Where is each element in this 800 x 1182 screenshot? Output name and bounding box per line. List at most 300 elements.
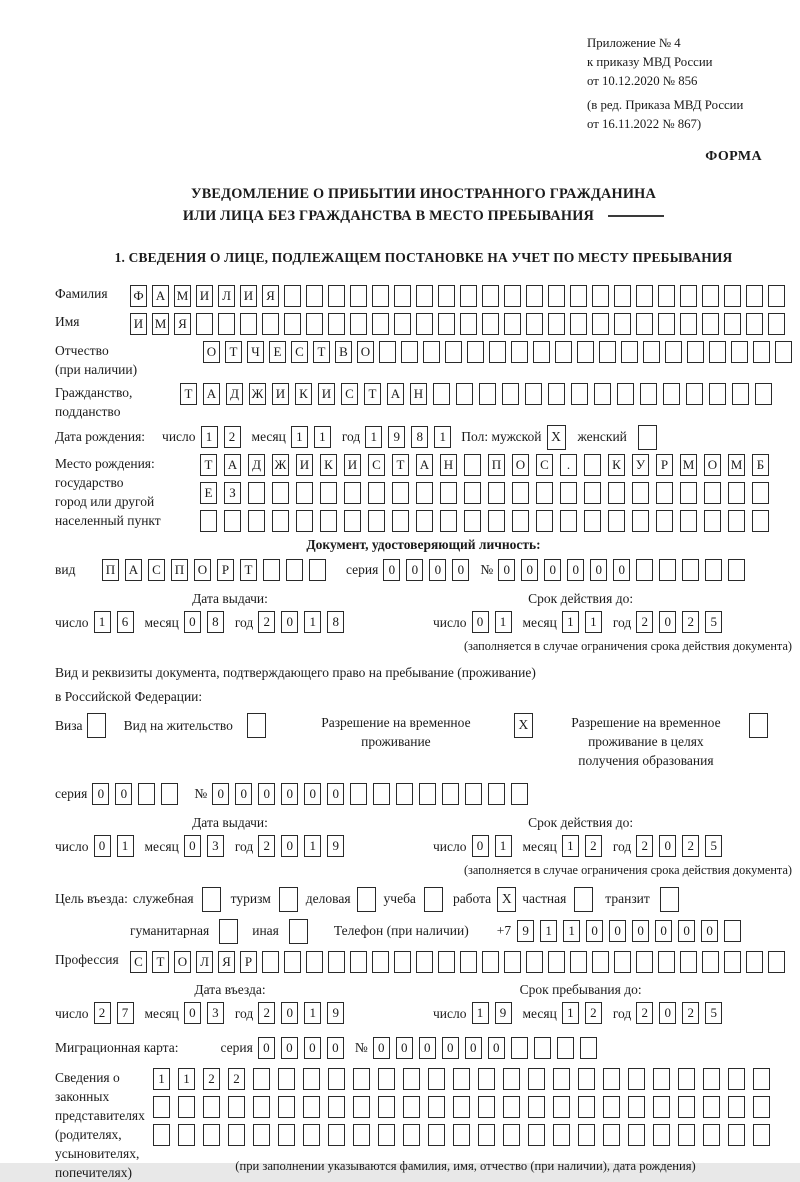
grid-cell[interactable] xyxy=(200,510,217,532)
grid-cell[interactable] xyxy=(746,313,763,335)
grid-cell[interactable] xyxy=(548,285,565,307)
grid-cell[interactable] xyxy=(753,1068,770,1090)
grid-cell[interactable] xyxy=(592,951,609,973)
grid-cell[interactable] xyxy=(482,951,499,973)
grid-cell[interactable]: 3 xyxy=(207,835,224,857)
grid-cell[interactable]: 1 xyxy=(562,835,579,857)
grid-cell[interactable] xyxy=(768,285,785,307)
grid-cell[interactable]: А xyxy=(203,383,220,405)
grid-cell[interactable]: 0 xyxy=(304,1037,321,1059)
grid-cell[interactable]: 9 xyxy=(517,920,534,942)
grid-cell[interactable] xyxy=(303,1068,320,1090)
grid-cell[interactable] xyxy=(262,951,279,973)
grid-cell[interactable]: Т xyxy=(392,454,409,476)
grid-cell[interactable] xyxy=(511,783,528,805)
grid-cell[interactable] xyxy=(570,285,587,307)
grid-cell[interactable] xyxy=(228,1124,245,1146)
grid-cell[interactable] xyxy=(328,285,345,307)
grid-cell[interactable] xyxy=(653,1096,670,1118)
grid-cell[interactable] xyxy=(680,951,697,973)
grid-cell[interactable] xyxy=(416,510,433,532)
grid-cell[interactable]: 0 xyxy=(115,783,132,805)
grid-cell[interactable] xyxy=(178,1096,195,1118)
grid-cell[interactable]: М xyxy=(728,454,745,476)
grid-cell[interactable] xyxy=(560,510,577,532)
grid-cell[interactable] xyxy=(460,313,477,335)
grid-cell[interactable] xyxy=(703,1124,720,1146)
grid-cell[interactable] xyxy=(728,559,745,581)
grid-cell[interactable]: С xyxy=(291,341,308,363)
grid-cell[interactable] xyxy=(709,341,726,363)
grid-cell[interactable] xyxy=(632,482,649,504)
grid-cell[interactable] xyxy=(682,559,699,581)
grid-cell[interactable]: 2 xyxy=(258,1002,275,1024)
grid-cell[interactable] xyxy=(178,1124,195,1146)
grid-cell[interactable]: 0 xyxy=(304,783,321,805)
grid-cell[interactable] xyxy=(478,1068,495,1090)
sex-female-checkbox[interactable] xyxy=(638,425,657,450)
grid-cell[interactable] xyxy=(379,341,396,363)
grid-cell[interactable]: Ж xyxy=(272,454,289,476)
grid-cell[interactable]: 9 xyxy=(388,426,405,448)
grid-cell[interactable]: 0 xyxy=(281,1002,298,1024)
grid-cell[interactable] xyxy=(488,510,505,532)
grid-cell[interactable]: 0 xyxy=(184,611,201,633)
grid-cell[interactable] xyxy=(350,313,367,335)
grid-cell[interactable]: И xyxy=(344,454,361,476)
grid-cell[interactable] xyxy=(306,285,323,307)
grid-cell[interactable] xyxy=(428,1068,445,1090)
grid-cell[interactable] xyxy=(344,510,361,532)
grid-cell[interactable]: Т xyxy=(364,383,381,405)
grid-cell[interactable]: 1 xyxy=(201,426,218,448)
grid-cell[interactable]: 1 xyxy=(365,426,382,448)
grid-cell[interactable] xyxy=(584,454,601,476)
grid-cell[interactable] xyxy=(656,482,673,504)
grid-cell[interactable]: 1 xyxy=(562,611,579,633)
grid-cell[interactable]: 0 xyxy=(655,920,672,942)
grid-cell[interactable]: Д xyxy=(226,383,243,405)
grid-cell[interactable] xyxy=(603,1068,620,1090)
grid-cell[interactable] xyxy=(328,313,345,335)
grid-cell[interactable]: 0 xyxy=(613,559,630,581)
grid-cell[interactable] xyxy=(617,383,634,405)
grid-cell[interactable]: 0 xyxy=(258,783,275,805)
grid-cell[interactable]: 0 xyxy=(659,1002,676,1024)
grid-cell[interactable] xyxy=(728,1096,745,1118)
purpose-commercial-checkbox[interactable] xyxy=(357,887,376,912)
grid-cell[interactable]: Н xyxy=(440,454,457,476)
sex-male-checkbox[interactable]: X xyxy=(547,425,566,450)
purpose-humanitarian-checkbox[interactable] xyxy=(219,919,238,944)
grid-cell[interactable]: И xyxy=(240,285,257,307)
grid-cell[interactable] xyxy=(614,951,631,973)
visa-checkbox[interactable] xyxy=(87,713,106,738)
grid-cell[interactable] xyxy=(344,482,361,504)
grid-cell[interactable] xyxy=(753,1096,770,1118)
grid-cell[interactable] xyxy=(768,313,785,335)
grid-cell[interactable] xyxy=(560,482,577,504)
grid-cell[interactable] xyxy=(296,482,313,504)
grid-cell[interactable]: К xyxy=(295,383,312,405)
purpose-other-checkbox[interactable] xyxy=(289,919,308,944)
grid-cell[interactable]: 0 xyxy=(281,1037,298,1059)
grid-cell[interactable]: И xyxy=(196,285,213,307)
grid-cell[interactable] xyxy=(403,1124,420,1146)
grid-cell[interactable] xyxy=(653,1124,670,1146)
grid-cell[interactable] xyxy=(401,341,418,363)
grid-cell[interactable] xyxy=(709,383,726,405)
grid-cell[interactable]: 2 xyxy=(682,1002,699,1024)
grid-cell[interactable]: Т xyxy=(313,341,330,363)
grid-cell[interactable] xyxy=(453,1096,470,1118)
grid-cell[interactable] xyxy=(775,341,792,363)
grid-cell[interactable] xyxy=(621,341,638,363)
grid-cell[interactable] xyxy=(555,341,572,363)
grid-cell[interactable]: С xyxy=(536,454,553,476)
grid-cell[interactable] xyxy=(570,951,587,973)
grid-cell[interactable] xyxy=(453,1068,470,1090)
grid-cell[interactable] xyxy=(553,1068,570,1090)
grid-cell[interactable]: И xyxy=(272,383,289,405)
grid-cell[interactable] xyxy=(663,383,680,405)
grid-cell[interactable] xyxy=(240,313,257,335)
grid-cell[interactable] xyxy=(705,559,722,581)
grid-cell[interactable]: 2 xyxy=(682,835,699,857)
grid-cell[interactable]: 1 xyxy=(304,611,321,633)
grid-cell[interactable]: Р xyxy=(656,454,673,476)
grid-cell[interactable]: 0 xyxy=(544,559,561,581)
grid-cell[interactable] xyxy=(296,510,313,532)
grid-cell[interactable] xyxy=(512,482,529,504)
grid-cell[interactable]: С xyxy=(148,559,165,581)
grid-cell[interactable] xyxy=(438,285,455,307)
grid-cell[interactable] xyxy=(440,510,457,532)
grid-cell[interactable]: . xyxy=(560,454,577,476)
grid-cell[interactable]: 0 xyxy=(701,920,718,942)
grid-cell[interactable]: 1 xyxy=(495,835,512,857)
grid-cell[interactable] xyxy=(403,1096,420,1118)
grid-cell[interactable]: 0 xyxy=(567,559,584,581)
grid-cell[interactable]: Т xyxy=(200,454,217,476)
grid-cell[interactable] xyxy=(203,1096,220,1118)
grid-cell[interactable] xyxy=(272,482,289,504)
grid-cell[interactable] xyxy=(503,1096,520,1118)
grid-cell[interactable]: 8 xyxy=(411,426,428,448)
grid-cell[interactable] xyxy=(678,1096,695,1118)
grid-cell[interactable]: С xyxy=(341,383,358,405)
grid-cell[interactable] xyxy=(636,559,653,581)
grid-cell[interactable] xyxy=(548,383,565,405)
grid-cell[interactable]: 0 xyxy=(590,559,607,581)
grid-cell[interactable]: 0 xyxy=(373,1037,390,1059)
grid-cell[interactable] xyxy=(746,285,763,307)
grid-cell[interactable]: О xyxy=(512,454,529,476)
grid-cell[interactable]: 1 xyxy=(94,611,111,633)
grid-cell[interactable] xyxy=(372,313,389,335)
grid-cell[interactable] xyxy=(608,510,625,532)
grid-cell[interactable] xyxy=(253,1124,270,1146)
grid-cell[interactable]: 9 xyxy=(495,1002,512,1024)
grid-cell[interactable] xyxy=(394,285,411,307)
grid-cell[interactable]: 1 xyxy=(153,1068,170,1090)
grid-cell[interactable]: Е xyxy=(200,482,217,504)
grid-cell[interactable] xyxy=(678,1124,695,1146)
grid-cell[interactable]: 1 xyxy=(291,426,308,448)
grid-cell[interactable] xyxy=(350,285,367,307)
grid-cell[interactable] xyxy=(396,783,413,805)
grid-cell[interactable] xyxy=(248,482,265,504)
grid-cell[interactable]: 0 xyxy=(498,559,515,581)
grid-cell[interactable] xyxy=(428,1096,445,1118)
grid-cell[interactable] xyxy=(482,313,499,335)
grid-cell[interactable]: 0 xyxy=(465,1037,482,1059)
grid-cell[interactable]: 0 xyxy=(281,611,298,633)
grid-cell[interactable]: А xyxy=(152,285,169,307)
grid-cell[interactable] xyxy=(578,1068,595,1090)
grid-cell[interactable] xyxy=(548,313,565,335)
grid-cell[interactable] xyxy=(511,1037,528,1059)
grid-cell[interactable] xyxy=(665,341,682,363)
grid-cell[interactable] xyxy=(548,951,565,973)
grid-cell[interactable] xyxy=(728,510,745,532)
grid-cell[interactable] xyxy=(608,482,625,504)
grid-cell[interactable]: Я xyxy=(262,285,279,307)
grid-cell[interactable]: 0 xyxy=(406,559,423,581)
grid-cell[interactable] xyxy=(577,341,594,363)
grid-cell[interactable]: Р xyxy=(217,559,234,581)
grid-cell[interactable]: Л xyxy=(218,285,235,307)
grid-cell[interactable]: 0 xyxy=(659,835,676,857)
grid-cell[interactable]: 8 xyxy=(327,611,344,633)
grid-cell[interactable] xyxy=(503,1124,520,1146)
grid-cell[interactable] xyxy=(328,1096,345,1118)
grid-cell[interactable]: 3 xyxy=(207,1002,224,1024)
grid-cell[interactable]: 0 xyxy=(488,1037,505,1059)
grid-cell[interactable] xyxy=(438,951,455,973)
grid-cell[interactable] xyxy=(753,1124,770,1146)
grid-cell[interactable] xyxy=(584,510,601,532)
grid-cell[interactable] xyxy=(528,1124,545,1146)
grid-cell[interactable] xyxy=(416,482,433,504)
grid-cell[interactable] xyxy=(278,1096,295,1118)
grid-cell[interactable] xyxy=(680,482,697,504)
grid-cell[interactable]: 1 xyxy=(563,920,580,942)
grid-cell[interactable] xyxy=(368,482,385,504)
grid-cell[interactable]: Т xyxy=(240,559,257,581)
grid-cell[interactable] xyxy=(467,341,484,363)
grid-cell[interactable]: Д xyxy=(248,454,265,476)
grid-cell[interactable]: Я xyxy=(218,951,235,973)
grid-cell[interactable] xyxy=(659,559,676,581)
grid-cell[interactable] xyxy=(416,951,433,973)
grid-cell[interactable]: О xyxy=(203,341,220,363)
grid-cell[interactable] xyxy=(571,383,588,405)
grid-cell[interactable]: П xyxy=(488,454,505,476)
grid-cell[interactable] xyxy=(636,313,653,335)
grid-cell[interactable] xyxy=(728,1124,745,1146)
grid-cell[interactable]: 0 xyxy=(383,559,400,581)
grid-cell[interactable]: 2 xyxy=(258,611,275,633)
grid-cell[interactable] xyxy=(392,510,409,532)
grid-cell[interactable] xyxy=(653,1068,670,1090)
grid-cell[interactable]: 0 xyxy=(281,835,298,857)
grid-cell[interactable]: 5 xyxy=(705,1002,722,1024)
grid-cell[interactable] xyxy=(724,920,741,942)
grid-cell[interactable] xyxy=(320,482,337,504)
grid-cell[interactable] xyxy=(272,510,289,532)
grid-cell[interactable]: 6 xyxy=(117,611,134,633)
grid-cell[interactable] xyxy=(328,1068,345,1090)
grid-cell[interactable]: 0 xyxy=(235,783,252,805)
grid-cell[interactable]: 0 xyxy=(184,1002,201,1024)
grid-cell[interactable] xyxy=(286,559,303,581)
grid-cell[interactable] xyxy=(328,951,345,973)
purpose-private-checkbox[interactable] xyxy=(574,887,593,912)
grid-cell[interactable] xyxy=(489,341,506,363)
purpose-work-checkbox[interactable]: X xyxy=(497,887,516,912)
purpose-business-checkbox[interactable] xyxy=(202,887,221,912)
grid-cell[interactable] xyxy=(656,510,673,532)
grid-cell[interactable]: О xyxy=(174,951,191,973)
grid-cell[interactable]: Е xyxy=(269,341,286,363)
grid-cell[interactable] xyxy=(511,341,528,363)
grid-cell[interactable] xyxy=(525,383,542,405)
grid-cell[interactable]: 9 xyxy=(327,835,344,857)
grid-cell[interactable] xyxy=(594,383,611,405)
grid-cell[interactable] xyxy=(373,783,390,805)
grid-cell[interactable]: А xyxy=(416,454,433,476)
grid-cell[interactable] xyxy=(728,1068,745,1090)
grid-cell[interactable]: И xyxy=(318,383,335,405)
grid-cell[interactable] xyxy=(526,951,543,973)
grid-cell[interactable] xyxy=(636,951,653,973)
grid-cell[interactable] xyxy=(592,285,609,307)
grid-cell[interactable]: 2 xyxy=(636,835,653,857)
grid-cell[interactable]: 2 xyxy=(682,611,699,633)
grid-cell[interactable]: 0 xyxy=(678,920,695,942)
grid-cell[interactable] xyxy=(218,313,235,335)
grid-cell[interactable]: 0 xyxy=(632,920,649,942)
grid-cell[interactable]: 0 xyxy=(521,559,538,581)
grid-cell[interactable] xyxy=(504,951,521,973)
grid-cell[interactable]: 0 xyxy=(281,783,298,805)
grid-cell[interactable] xyxy=(478,1124,495,1146)
grid-cell[interactable]: 0 xyxy=(419,1037,436,1059)
grid-cell[interactable] xyxy=(528,1068,545,1090)
grid-cell[interactable] xyxy=(584,482,601,504)
grid-cell[interactable]: О xyxy=(704,454,721,476)
grid-cell[interactable] xyxy=(438,313,455,335)
grid-cell[interactable] xyxy=(658,951,675,973)
grid-cell[interactable]: 0 xyxy=(327,783,344,805)
grid-cell[interactable] xyxy=(526,313,543,335)
grid-cell[interactable] xyxy=(464,482,481,504)
grid-cell[interactable] xyxy=(303,1096,320,1118)
grid-cell[interactable] xyxy=(253,1068,270,1090)
grid-cell[interactable]: Л xyxy=(196,951,213,973)
grid-cell[interactable]: 1 xyxy=(314,426,331,448)
grid-cell[interactable] xyxy=(702,285,719,307)
grid-cell[interactable] xyxy=(702,313,719,335)
grid-cell[interactable] xyxy=(753,341,770,363)
grid-cell[interactable]: 2 xyxy=(636,611,653,633)
grid-cell[interactable] xyxy=(263,559,280,581)
grid-cell[interactable] xyxy=(403,1068,420,1090)
grid-cell[interactable] xyxy=(478,1096,495,1118)
grid-cell[interactable]: 0 xyxy=(472,611,489,633)
grid-cell[interactable]: 2 xyxy=(94,1002,111,1024)
grid-cell[interactable] xyxy=(278,1068,295,1090)
grid-cell[interactable]: П xyxy=(102,559,119,581)
grid-cell[interactable] xyxy=(423,341,440,363)
grid-cell[interactable]: 0 xyxy=(429,559,446,581)
grid-cell[interactable] xyxy=(686,383,703,405)
grid-cell[interactable] xyxy=(678,1068,695,1090)
grid-cell[interactable]: П xyxy=(171,559,188,581)
grid-cell[interactable] xyxy=(533,341,550,363)
grid-cell[interactable]: 2 xyxy=(636,1002,653,1024)
grid-cell[interactable] xyxy=(658,313,675,335)
grid-cell[interactable] xyxy=(731,341,748,363)
grid-cell[interactable] xyxy=(768,951,785,973)
grid-cell[interactable] xyxy=(353,1124,370,1146)
grid-cell[interactable] xyxy=(416,285,433,307)
grid-cell[interactable]: 1 xyxy=(304,1002,321,1024)
grid-cell[interactable] xyxy=(445,341,462,363)
grid-cell[interactable]: 1 xyxy=(117,835,134,857)
grid-cell[interactable]: С xyxy=(130,951,147,973)
grid-cell[interactable] xyxy=(687,341,704,363)
grid-cell[interactable]: М xyxy=(152,313,169,335)
grid-cell[interactable] xyxy=(680,510,697,532)
grid-cell[interactable] xyxy=(599,341,616,363)
grid-cell[interactable] xyxy=(350,951,367,973)
temp-residence-education-checkbox[interactable] xyxy=(749,713,768,738)
grid-cell[interactable] xyxy=(372,285,389,307)
grid-cell[interactable] xyxy=(553,1124,570,1146)
grid-cell[interactable] xyxy=(433,383,450,405)
grid-cell[interactable] xyxy=(603,1096,620,1118)
grid-cell[interactable] xyxy=(479,383,496,405)
grid-cell[interactable]: 1 xyxy=(540,920,557,942)
grid-cell[interactable] xyxy=(465,783,482,805)
grid-cell[interactable]: Т xyxy=(225,341,242,363)
grid-cell[interactable]: 0 xyxy=(327,1037,344,1059)
grid-cell[interactable] xyxy=(482,285,499,307)
grid-cell[interactable]: 0 xyxy=(184,835,201,857)
grid-cell[interactable] xyxy=(306,951,323,973)
grid-cell[interactable]: 1 xyxy=(304,835,321,857)
grid-cell[interactable] xyxy=(353,1096,370,1118)
grid-cell[interactable]: 1 xyxy=(472,1002,489,1024)
grid-cell[interactable] xyxy=(603,1124,620,1146)
grid-cell[interactable]: В xyxy=(335,341,352,363)
grid-cell[interactable]: Р xyxy=(240,951,257,973)
grid-cell[interactable]: 1 xyxy=(585,611,602,633)
grid-cell[interactable] xyxy=(253,1096,270,1118)
grid-cell[interactable]: 1 xyxy=(495,611,512,633)
grid-cell[interactable] xyxy=(732,383,749,405)
grid-cell[interactable]: Н xyxy=(410,383,427,405)
grid-cell[interactable]: А xyxy=(125,559,142,581)
grid-cell[interactable] xyxy=(394,313,411,335)
grid-cell[interactable] xyxy=(460,951,477,973)
grid-cell[interactable] xyxy=(628,1124,645,1146)
grid-cell[interactable]: 1 xyxy=(178,1068,195,1090)
grid-cell[interactable] xyxy=(442,783,459,805)
grid-cell[interactable] xyxy=(392,482,409,504)
